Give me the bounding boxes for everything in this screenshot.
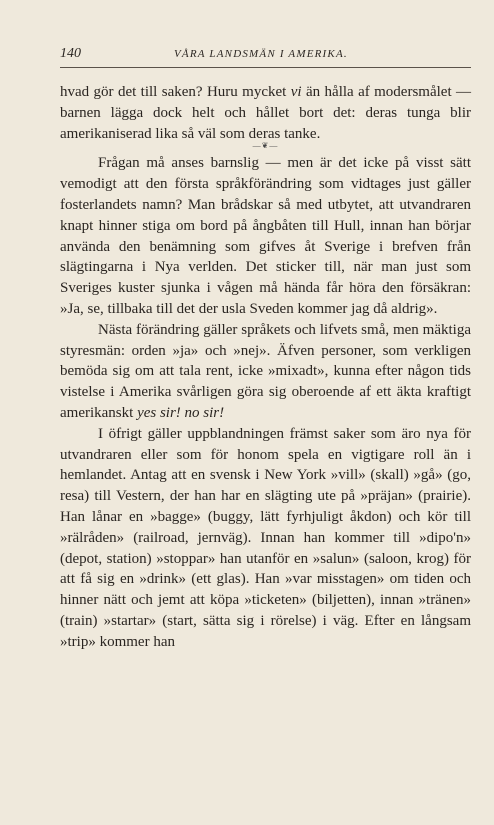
body-text (60, 82, 471, 653)
running-head (60, 46, 470, 66)
page-number: 140 (60, 46, 81, 61)
header-rule (60, 67, 471, 68)
running-title: VÅRA LANDSMÄN I AMERIKA. (174, 48, 348, 60)
paragraph-3: Nästa förändring gäller språkets och lifvets små, men mäktiga styresmän: orden »ja» och »nej». Äfven personer, som verkligen bemöda sig om att tala rent, icke »mixadt», kunna efter någon tids vistelse i Amerika svårligen göra sig oberoende af ett äkta kraftigt amerikanskt yes sir! no sir! (60, 321, 471, 421)
paragraph-2: Frågan må anses barnslig — men är det icke på visst sätt vemodigt att den första språkförändring som vidtages just gäller fosterlandets namn? Man brådskar så med utbytet, att utvandraren knapt hinner stiga om bord på ångbåten till Hull, innan han börjar använda den benämning som gifves åt Sverige i brefven från slägtingarna i Nya verlden. Det sticker till, när man just som Sveriges kuster sjunka i vågen må hända får höra den försäkran: »Ja, se, tillbaka till det der usla Sveden kommer jag då aldrig». (60, 155, 471, 317)
paragraph-4: I öfrigt gäller uppblandningen främst saker som äro nya för utvandraren eller som för honom spela en vigtigare roll än i hemlandet. Antag att en svensk i New York »vill» (skall) »gå» (go, resa) till Vestern, der han har en slägting ute på »präjan» (prairie). Han lånar en »bagge» (buggy, lätt fyrhjuligt åkdon) och kör till »rälråden» (railroad, jernväg). Innan han kommer till »dipo'n» (depot, station) »stoppar» han utanför en »salun» (saloon, krog) för att få sig en »drink» (ett glas). Han »var misstagen» om tiden och hinner nätt och jemt att köpa »ticketen» (biljetten), innan »tränen» (train) »startar» (start, sätta sig i rörelse) i väg. Efter en långsam »trip» kommer han (60, 425, 471, 650)
paragraph-1: hvad gör det till saken? Huru mycket vi än hålla af modersmålet — barnen lägga dock helt och hållet bort det: deras tunga blir amerikaniserad lika så väl som deras tanke. (60, 84, 472, 142)
section-separator: —❦— (252, 141, 279, 151)
